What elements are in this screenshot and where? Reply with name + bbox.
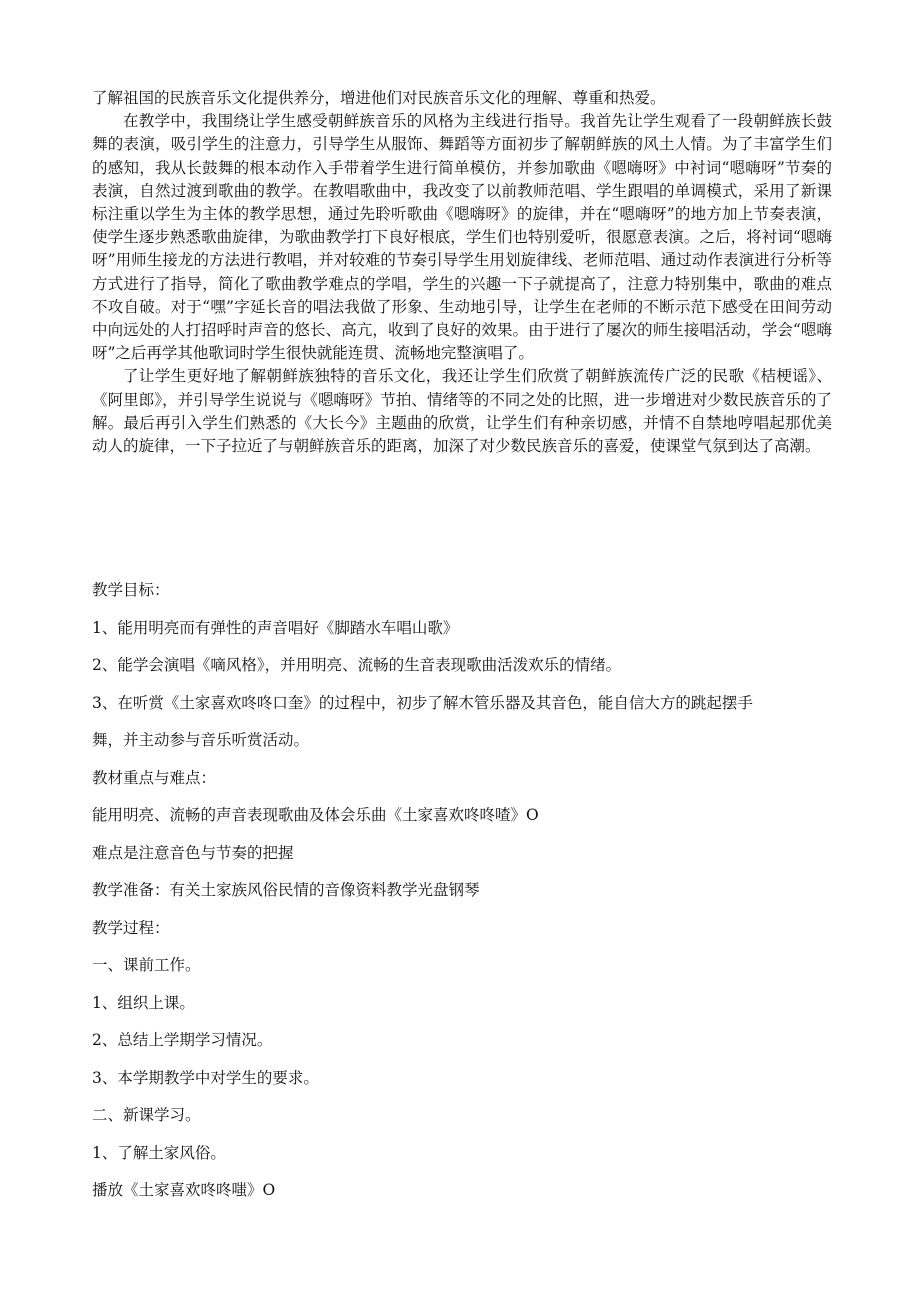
objective-item: 3、在听赏《土家喜欢咚咚口奎》的过程中，初步了解木管乐器及其音色，能自信大方的跳起摆手 — [92, 693, 753, 712]
process-step: 一、课前工作。 — [92, 956, 201, 974]
process-note: 播放《土家喜欢咚咚嗤》O — [92, 1181, 276, 1199]
section-heading-process: 教学过程： — [92, 918, 170, 937]
process-step: 二、新课学习。 — [92, 1106, 201, 1124]
body-text — [92, 87, 832, 458]
process-substep: 3、本学期教学中对学生的要求。 — [92, 1068, 319, 1087]
paragraph: 在教学中，我围绕让学生感受朝鲜族音乐的风格为主线进行指导。我首先让学生观看了一段朝鲜族长鼓舞的表演，吸引学生的注意力，引导学生从服饰、舞蹈等方面初步了解朝鲜族的风土人情。为了丰富学生们的感知，我从长鼓舞的根本动作入手带着学生进行简单模仿，并参加歌曲《嗯嗨呀》中衬词“嗯嗨呀”节奏的表演，自然过渡到歌曲的教学。在教唱歌曲中，我改变了以前教师范唱、学生跟唱的单调模式，采用了新课标注重以学生为主体的教学思想，通过先聆听歌曲《嗯嗨呀》的旋律，并在“嗯嗨呀”的地方加上节奏表演，使学生逐步熟悉歌曲旋律，为歌曲教学打下良好根底，学生们也特别爱听，很愿意表演。之后，将衬词“嗯嗨呀”用师生接龙的方法进行教唱，并对较难的节奏引导学生用划旋律线、老师范唱、通过动作表演进行分析等方式进行了指导，简化了歌曲教学难点的学唱，学生的兴趣一下子就提高了，注意力特别集中，歌曲的难点不攻自破。对于“嘿”字延长音的唱法我做了形象、生动地引导，让学生在老师的不断示范下感受在田间劳动中向远处的人打招呼时声音的悠长、高亢，收到了良好的效果。由于进行了屡次的师生接唱活动，学会“嗯嗨呀”之后再学其他歌词时学生很快就能连贯、流畅地完整演唱了。 — [92, 112, 832, 363]
key-point: 能用明亮、流畅的声音表现歌曲及体会乐曲《土家喜欢咚咚喳》O — [92, 806, 539, 824]
objective-item: 2、能学会演唱《嘀风格》，并用明亮、流畅的生音表现歌曲活泼欢乐的情绪。 — [92, 656, 622, 674]
process-substep: 1、组织上课。 — [92, 993, 195, 1012]
process-substep: 2、总结上学期学习情况。 — [92, 1031, 273, 1049]
preparation: 教学准备：有关土家族风俗民情的音像资料教学光盘钢琴 — [92, 881, 480, 899]
process-substep: 1、了解土家风俗。 — [92, 1143, 226, 1162]
section-heading-key-points: 教材重点与难点： — [92, 768, 217, 787]
paragraph: 了解祖国的民族音乐文化提供养分，增进他们对民族音乐文化的理解、尊重和热爱。 — [92, 89, 666, 107]
difficulty: 难点是注意音色与节奏的把握 — [92, 843, 294, 862]
objective-item: 1、能用明亮而有弹性的声音唱好《脚踏水车唱山歌》 — [92, 618, 459, 637]
lesson-plan — [92, 580, 852, 1218]
section-heading-objectives: 教学目标： — [92, 581, 170, 599]
objective-item-continued: 舞，并主动参与音乐听赏活动。 — [92, 731, 310, 749]
paragraph: 了让学生更好地了解朝鲜族独特的音乐文化，我还让学生们欣赏了朝鲜族流传广泛的民歌《桔梗谣》、《阿里郎》，并引导学生说说与《嗯嗨呀》节拍、情绪等的不同之处的比照，进一步增进对少数民族音乐的了解。最后再引入学生们熟悉的《大长今》主题曲的欣赏，让学生们有种亲切感，并情不自禁地哼唱起那优美动人的旋律，一下子拉近了与朝鲜族音乐的距离，加深了对少数民族音乐的喜爱，使课堂气氛到达了高潮。 — [92, 367, 832, 456]
